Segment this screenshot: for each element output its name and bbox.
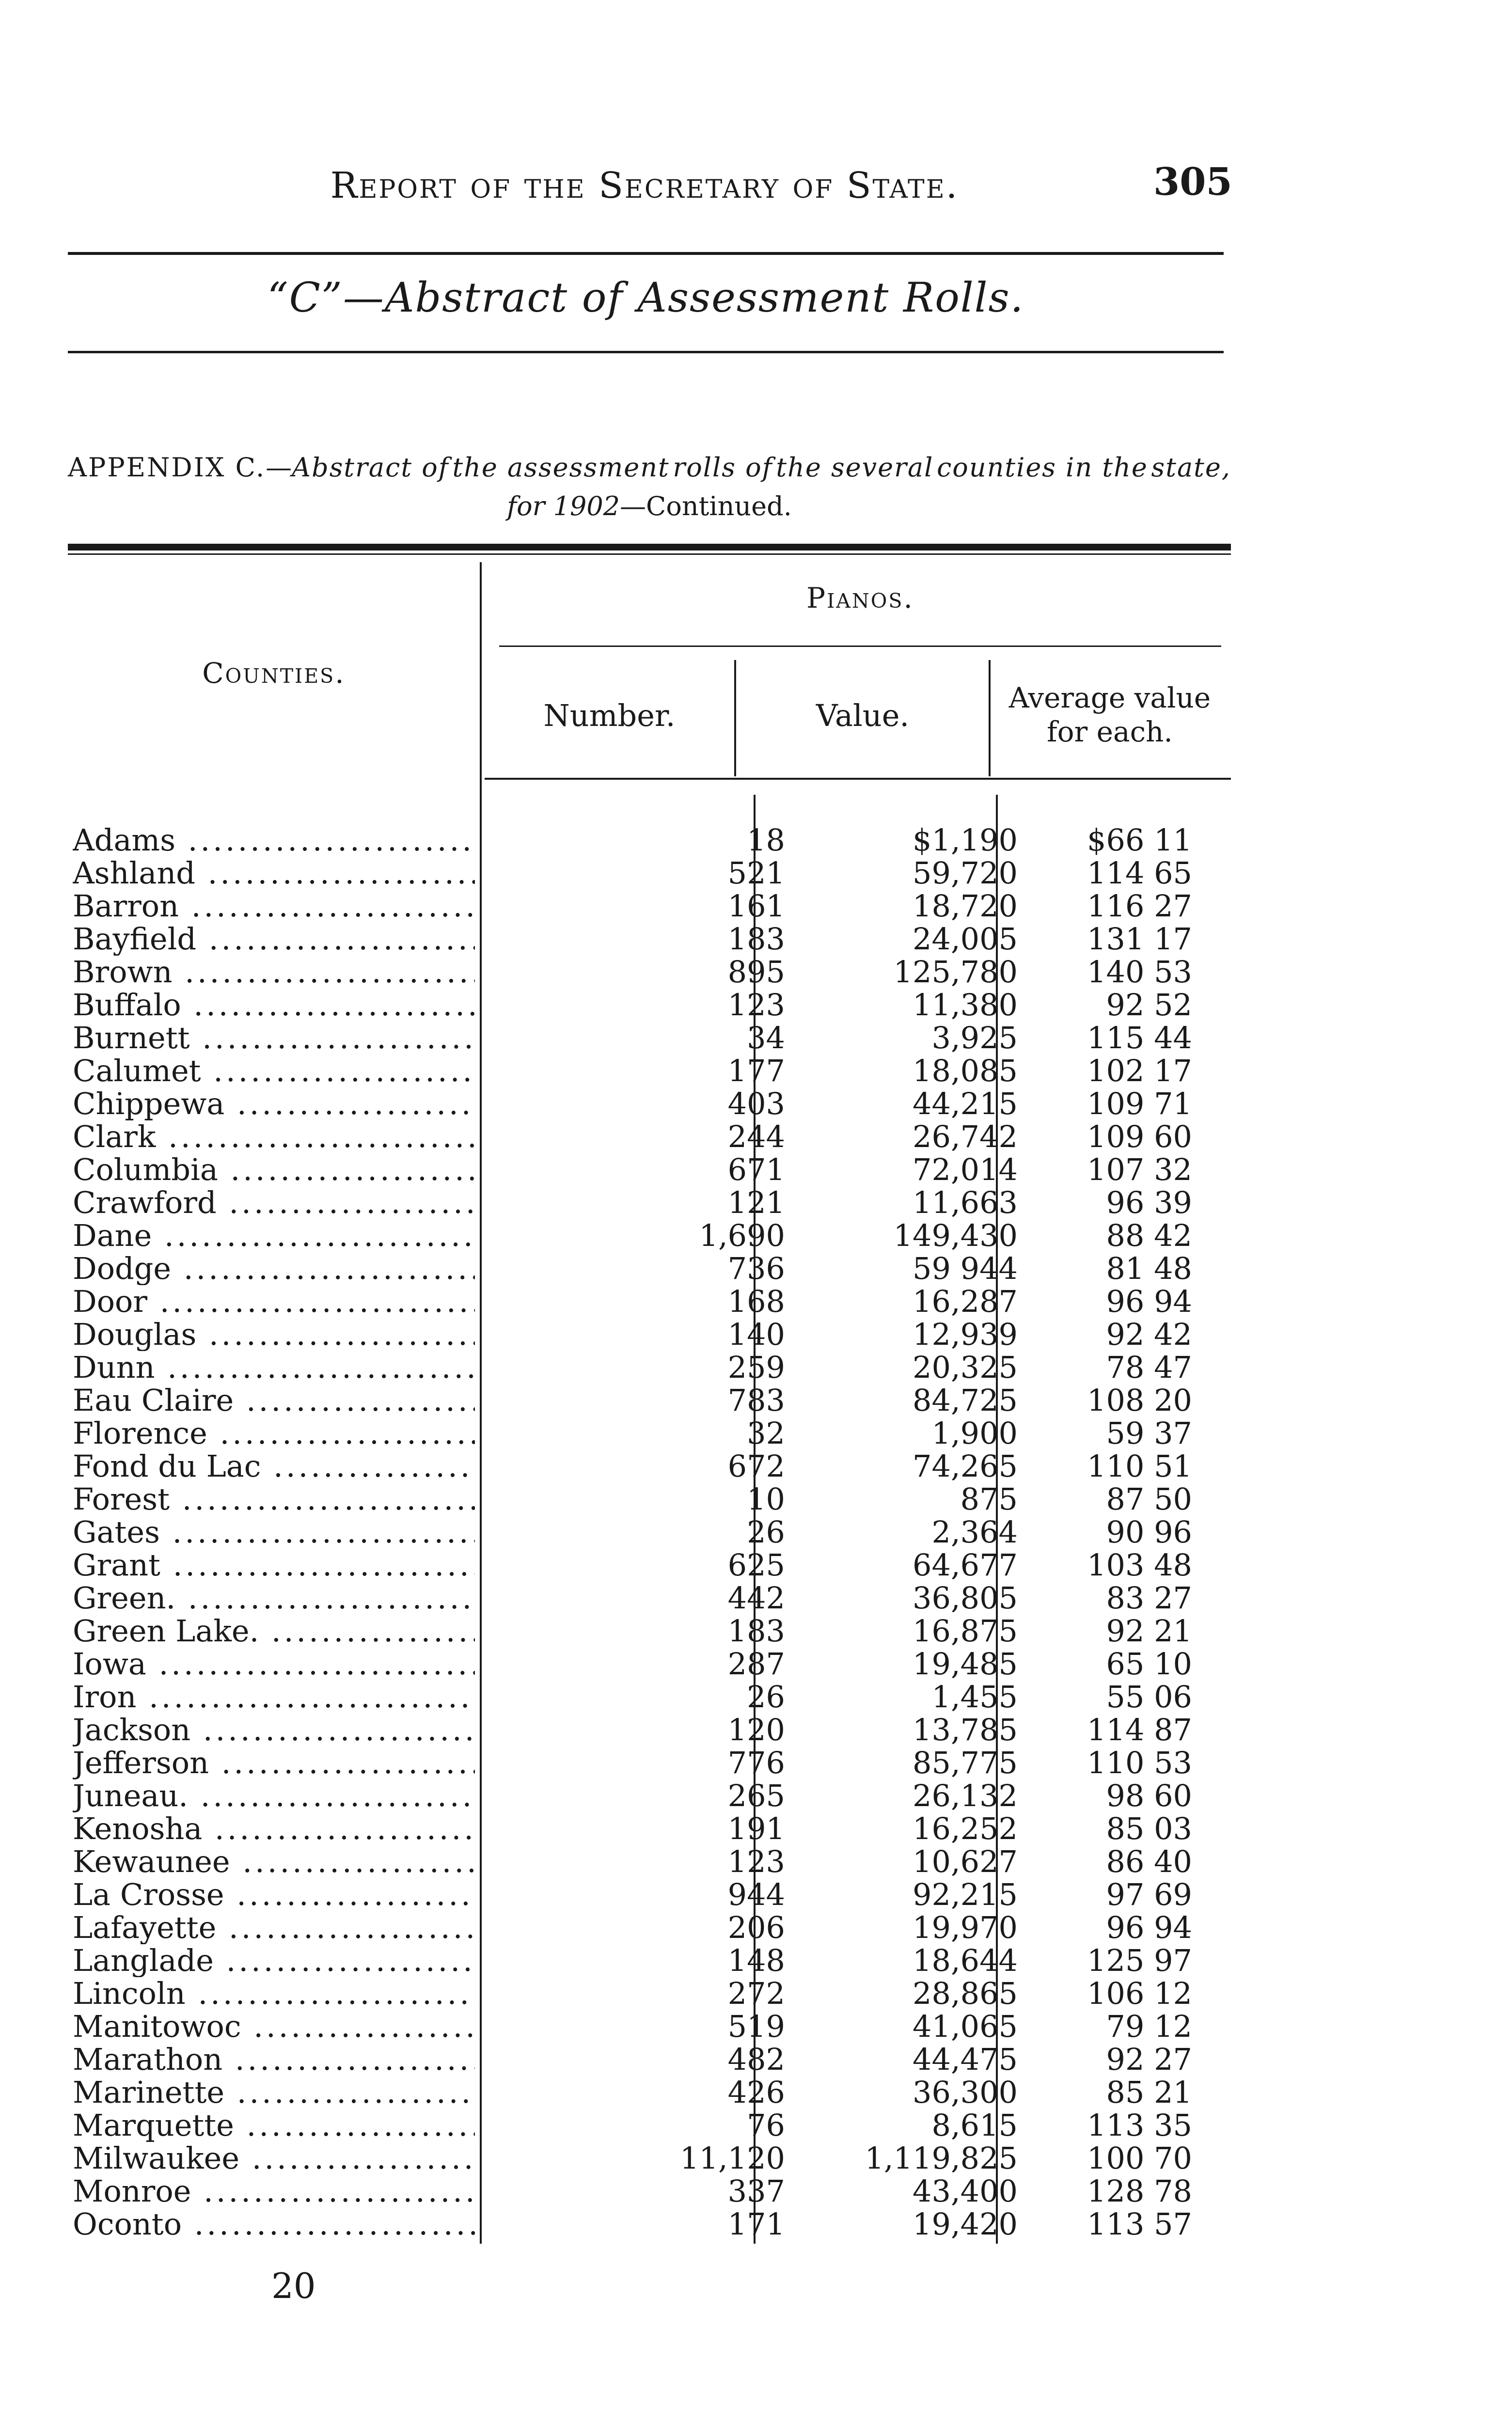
number-cell: 148 — [727, 1943, 785, 1978]
table-row — [73, 890, 1236, 923]
number-cell: 183 — [727, 1613, 785, 1649]
number-header: Number. — [543, 698, 676, 733]
table-row — [73, 2175, 1236, 2208]
value-cell: 59 944 — [913, 1251, 1018, 1286]
number-cell: 521 — [727, 855, 785, 891]
top-rule — [68, 252, 1224, 255]
table-row — [73, 1450, 1236, 1483]
value-cell: 11,663 — [913, 1185, 1018, 1220]
number-cell: 671 — [727, 1152, 785, 1187]
value-cell: 19,485 — [913, 1646, 1018, 1682]
value-cell: 11,380 — [913, 987, 1018, 1023]
value-cell: 10,627 — [913, 1844, 1018, 1879]
average-cell: 125 97 — [1087, 1943, 1192, 1978]
table-row — [73, 1845, 1236, 1878]
county-cell: Calumet ..... — [73, 1054, 475, 1087]
table-row — [73, 1252, 1236, 1285]
number-cell: 783 — [727, 1383, 785, 1418]
average-value-header — [991, 681, 1228, 749]
table-row — [73, 1648, 1236, 1681]
table-row — [73, 1977, 1236, 2010]
value-cell: 13,785 — [913, 1712, 1018, 1747]
value-cell: 92,215 — [913, 1877, 1018, 1912]
average-cell: 140 53 — [1087, 954, 1192, 990]
table-row — [73, 956, 1236, 989]
number-cell: 26 — [747, 1514, 785, 1550]
counties-header: Counties. — [202, 657, 346, 690]
number-cell: 625 — [727, 1547, 785, 1583]
county-cell: Lincoln ..... — [73, 1977, 475, 2010]
average-cell: 107 32 — [1087, 1152, 1192, 1187]
pianos-header-rule — [499, 645, 1221, 647]
caption-word: Abstract of — [292, 452, 449, 483]
average-cell: 109 60 — [1087, 1119, 1192, 1154]
value-cell: 28,865 — [913, 1976, 1018, 2011]
table-row — [73, 1483, 1236, 1516]
average-cell: 86 40 — [1106, 1844, 1192, 1879]
caption-year: for 1902 — [507, 491, 620, 521]
caption-word: state, — [1151, 452, 1231, 483]
table-row — [73, 1779, 1236, 1812]
number-cell: 123 — [727, 987, 785, 1023]
value-cell: 18,085 — [913, 1053, 1018, 1088]
average-cell: 114 87 — [1087, 1712, 1192, 1747]
caption-label-group — [68, 448, 449, 487]
table-row — [73, 1219, 1236, 1252]
value-cell: 84,725 — [913, 1383, 1018, 1418]
value-average-header-divider — [989, 660, 991, 776]
value-cell: 20,325 — [913, 1350, 1018, 1385]
average-cell: 85 03 — [1106, 1811, 1192, 1846]
table-row — [73, 1549, 1236, 1582]
number-cell: 18 — [747, 822, 785, 858]
table-row — [73, 1911, 1236, 1944]
average-cell: 102 17 — [1087, 1053, 1192, 1088]
number-cell: 337 — [727, 2173, 785, 2209]
caption-line-2 — [68, 487, 1231, 526]
signature-mark: 20 — [271, 2266, 316, 2306]
county-cell: Brown ..... — [73, 956, 475, 989]
section-rule — [68, 351, 1224, 353]
county-cell: Forest ..... — [73, 1483, 475, 1516]
average-cell: 110 51 — [1087, 1448, 1192, 1484]
average-cell: 116 27 — [1087, 888, 1192, 924]
average-cell: 109 71 — [1087, 1086, 1192, 1121]
county-cell: Oconto ..... — [73, 2208, 475, 2241]
caption-line-1 — [68, 448, 1231, 487]
county-cell: Barron ..... — [73, 890, 475, 923]
table-row — [73, 857, 1236, 890]
number-cell: 426 — [727, 2075, 785, 2110]
value-cell: 125,780 — [893, 954, 1018, 990]
value-cell: 36,300 — [913, 2075, 1018, 2110]
number-cell: 140 — [727, 1317, 785, 1352]
number-cell: 672 — [727, 1448, 785, 1484]
caption-word: rolls of — [673, 452, 773, 483]
average-cell: 96 94 — [1106, 1910, 1192, 1945]
average-cell: 81 48 — [1106, 1251, 1192, 1286]
county-cell: Dodge ..... — [73, 1252, 475, 1285]
value-cell: 44,475 — [913, 2042, 1018, 2077]
value-cell: 41,065 — [913, 2009, 1018, 2044]
table-caption — [68, 448, 1231, 526]
table-row — [73, 1153, 1236, 1186]
number-cell: 161 — [727, 888, 785, 924]
average-header-line-2: for each. — [1047, 715, 1173, 748]
number-cell: 482 — [727, 2042, 785, 2077]
number-cell: 1,690 — [699, 1218, 785, 1253]
value-cell: 24,005 — [913, 921, 1018, 957]
number-cell: 171 — [727, 2206, 785, 2242]
value-header: Value. — [816, 698, 910, 733]
number-cell: 121 — [727, 1185, 785, 1220]
value-cell: 19,420 — [913, 2206, 1018, 2242]
value-cell: 1,455 — [931, 1679, 1018, 1715]
average-cell: 97 69 — [1106, 1877, 1192, 1912]
table-top-rule — [68, 544, 1231, 551]
running-head: Report of the Secretary of State. — [330, 165, 959, 206]
county-cell: Dunn ..... — [73, 1351, 475, 1384]
county-cell: Door ..... — [73, 1285, 475, 1318]
county-cell: Monroe ..... — [73, 2175, 475, 2208]
average-cell: 79 12 — [1106, 2009, 1192, 2044]
average-cell: 92 27 — [1106, 2042, 1192, 2077]
county-cell: Lafayette ..... — [73, 1911, 475, 1944]
caption-word: counties in the — [937, 452, 1148, 483]
average-cell: 98 60 — [1106, 1778, 1192, 1813]
number-cell: 287 — [727, 1646, 785, 1682]
table-body — [73, 824, 1236, 2241]
number-cell: 206 — [727, 1910, 785, 1945]
county-cell: Kewaunee ..... — [73, 1845, 475, 1878]
table-row — [73, 1186, 1236, 1219]
page-number: 305 — [1153, 160, 1232, 204]
value-cell: 18,644 — [913, 1943, 1018, 1978]
value-cell: 59,720 — [913, 855, 1018, 891]
table-row — [73, 1812, 1236, 1845]
value-cell: 1,119,825 — [865, 2140, 1018, 2176]
table-row — [73, 1878, 1236, 1911]
number-cell: 183 — [727, 921, 785, 957]
average-cell: 103 48 — [1087, 1547, 1192, 1583]
value-cell: 26,132 — [913, 1778, 1018, 1813]
value-cell: 19,970 — [913, 1910, 1018, 1945]
average-cell: 96 39 — [1106, 1185, 1192, 1220]
average-cell: 113 35 — [1087, 2108, 1192, 2143]
county-cell: Burnett ..... — [73, 1022, 475, 1054]
value-cell: 2,364 — [931, 1514, 1018, 1550]
value-cell: 18,720 — [913, 888, 1018, 924]
value-cell: 149,430 — [893, 1218, 1018, 1253]
number-cell: 259 — [727, 1350, 785, 1385]
county-cell: Marathon ..... — [73, 2043, 475, 2076]
county-cell: Milwaukee ..... — [73, 2142, 475, 2175]
county-cell: Green. ..... — [73, 1582, 475, 1615]
table-row — [73, 1582, 1236, 1615]
table-row — [73, 2043, 1236, 2076]
caption-word: the assessment — [452, 452, 670, 483]
table-row — [73, 1087, 1236, 1120]
average-cell: 59 37 — [1106, 1416, 1192, 1451]
number-cell: 519 — [727, 2009, 785, 2044]
table-row — [73, 1714, 1236, 1746]
number-cell: 10 — [747, 1481, 785, 1517]
table-row — [73, 1054, 1236, 1087]
number-cell: 265 — [727, 1778, 785, 1813]
average-cell: 100 70 — [1087, 2140, 1192, 2176]
table-row — [73, 1120, 1236, 1153]
table-row — [73, 1384, 1236, 1417]
table-row — [73, 989, 1236, 1022]
value-cell: 1,900 — [931, 1416, 1018, 1451]
table-row — [73, 1351, 1236, 1384]
average-cell: 65 10 — [1106, 1646, 1192, 1682]
value-cell: 64,677 — [913, 1547, 1018, 1583]
average-cell: 114 65 — [1087, 855, 1192, 891]
county-cell: Eau Claire ..... — [73, 1384, 475, 1417]
average-cell: 78 47 — [1106, 1350, 1192, 1385]
value-cell: 72,014 — [913, 1152, 1018, 1187]
average-cell: 115 44 — [1087, 1020, 1192, 1055]
county-cell: Kenosha ..... — [73, 1812, 475, 1845]
caption-label: APPENDIX C. — [68, 452, 266, 483]
county-cell: Langlade ..... — [73, 1944, 475, 1977]
number-cell: 120 — [727, 1712, 785, 1747]
caption-continued: —Continued. — [620, 491, 792, 521]
county-cell: Clark ..... — [73, 1120, 475, 1153]
county-cell: Columbia ..... — [73, 1153, 475, 1186]
county-cell: Adams ..... — [73, 824, 475, 857]
value-cell: 43,400 — [913, 2173, 1018, 2209]
average-cell: 131 17 — [1087, 921, 1192, 957]
county-cell: Bayfield ..... — [73, 923, 475, 956]
average-cell: 88 42 — [1106, 1218, 1192, 1253]
county-cell: Buffalo ..... — [73, 989, 475, 1022]
county-cell: Manitowoc ..... — [73, 2010, 475, 2043]
county-cell: Iowa ..... — [73, 1648, 475, 1681]
value-cell: 36,805 — [913, 1580, 1018, 1616]
county-cell: Jackson ..... — [73, 1714, 475, 1746]
value-cell: 12,939 — [913, 1317, 1018, 1352]
county-cell: Dane ..... — [73, 1219, 475, 1252]
county-cell: Florence ..... — [73, 1417, 475, 1450]
table-row — [73, 1285, 1236, 1318]
value-cell: 16,252 — [913, 1811, 1018, 1846]
table-row — [73, 1681, 1236, 1714]
table-row — [73, 923, 1236, 956]
table-top-rule-thin — [68, 553, 1231, 555]
value-cell: 85,775 — [913, 1745, 1018, 1780]
number-cell: 76 — [747, 2108, 785, 2143]
number-cell: 177 — [727, 1053, 785, 1088]
table-row — [73, 1944, 1236, 1977]
value-cell: 8,615 — [931, 2108, 1018, 2143]
county-cell: Gates ..... — [73, 1516, 475, 1549]
value-cell: 16,875 — [913, 1613, 1018, 1649]
average-cell: 92 52 — [1106, 987, 1192, 1023]
value-cell: 44,215 — [913, 1086, 1018, 1121]
county-cell: Crawford ..... — [73, 1186, 475, 1219]
number-cell: 168 — [727, 1284, 785, 1319]
county-cell: Jefferson ..... — [73, 1746, 475, 1779]
number-cell: 272 — [727, 1976, 785, 2011]
header-bottom-rule — [485, 778, 1231, 780]
caption-dash: — — [266, 452, 292, 483]
table-row — [73, 824, 1236, 857]
average-cell: 108 20 — [1087, 1383, 1192, 1418]
section-title: “C”—Abstract of Assessment Rolls. — [267, 274, 1024, 321]
value-cell: 3,925 — [931, 1020, 1018, 1055]
number-cell: 442 — [727, 1580, 785, 1616]
county-cell: Juneau. ..... — [73, 1779, 475, 1812]
county-cell: Ashland ..... — [73, 857, 475, 890]
table-row — [73, 2208, 1236, 2241]
table-row — [73, 1417, 1236, 1450]
number-value-header-divider — [734, 660, 736, 776]
average-cell: 55 06 — [1106, 1679, 1192, 1715]
value-cell: 875 — [960, 1481, 1018, 1517]
number-cell: 123 — [727, 1844, 785, 1879]
number-cell: 26 — [747, 1679, 785, 1715]
number-cell: 32 — [747, 1416, 785, 1451]
average-header-line-1: Average value — [1008, 681, 1211, 714]
table-row — [73, 1516, 1236, 1549]
pianos-group-header: Pianos. — [806, 582, 914, 614]
number-cell: 191 — [727, 1811, 785, 1846]
table-row — [73, 1022, 1236, 1054]
average-cell: 92 42 — [1106, 1317, 1192, 1352]
value-cell: 26,742 — [913, 1119, 1018, 1154]
county-cell: Marinette ..... — [73, 2076, 475, 2109]
value-cell: 16,287 — [913, 1284, 1018, 1319]
county-cell: Chippewa ..... — [73, 1087, 475, 1120]
county-cell: Green Lake. ..... — [73, 1615, 475, 1648]
average-cell: 85 21 — [1106, 2075, 1192, 2110]
number-cell: 34 — [747, 1020, 785, 1055]
county-cell: Grant ..... — [73, 1549, 475, 1582]
county-cell: Iron ..... — [73, 1681, 475, 1714]
county-cell: Fond du Lac ..... — [73, 1450, 475, 1483]
average-cell: 106 12 — [1087, 1976, 1192, 2011]
number-cell: 244 — [727, 1119, 785, 1154]
average-cell: 128 78 — [1087, 2173, 1192, 2209]
county-cell: Marquette ..... — [73, 2109, 475, 2142]
table-row — [73, 2010, 1236, 2043]
number-cell: 895 — [727, 954, 785, 990]
table-row — [73, 2076, 1236, 2109]
table-row — [73, 1318, 1236, 1351]
average-cell: 90 96 — [1106, 1514, 1192, 1550]
number-cell: 403 — [727, 1086, 785, 1121]
caption-word: the several — [776, 452, 934, 483]
number-cell: 11,120 — [680, 2140, 785, 2176]
value-cell: $1,190 — [913, 822, 1018, 858]
number-cell: 736 — [727, 1251, 785, 1286]
average-cell: 92 21 — [1106, 1613, 1192, 1649]
number-cell: 776 — [727, 1745, 785, 1780]
average-cell: 110 53 — [1087, 1745, 1192, 1780]
table-row — [73, 2142, 1236, 2175]
number-cell: 944 — [727, 1877, 785, 1912]
average-cell: 96 94 — [1106, 1284, 1192, 1319]
average-cell: 83 27 — [1106, 1580, 1192, 1616]
table-row — [73, 1746, 1236, 1779]
county-cell: Douglas ..... — [73, 1318, 475, 1351]
value-cell: 74,265 — [913, 1448, 1018, 1484]
average-cell: 87 50 — [1106, 1481, 1192, 1517]
average-cell: 113 57 — [1087, 2206, 1192, 2242]
table-row — [73, 1615, 1236, 1648]
county-cell: La Crosse ..... — [73, 1878, 475, 1911]
table-row — [73, 2109, 1236, 2142]
average-cell: $66 11 — [1087, 822, 1192, 858]
